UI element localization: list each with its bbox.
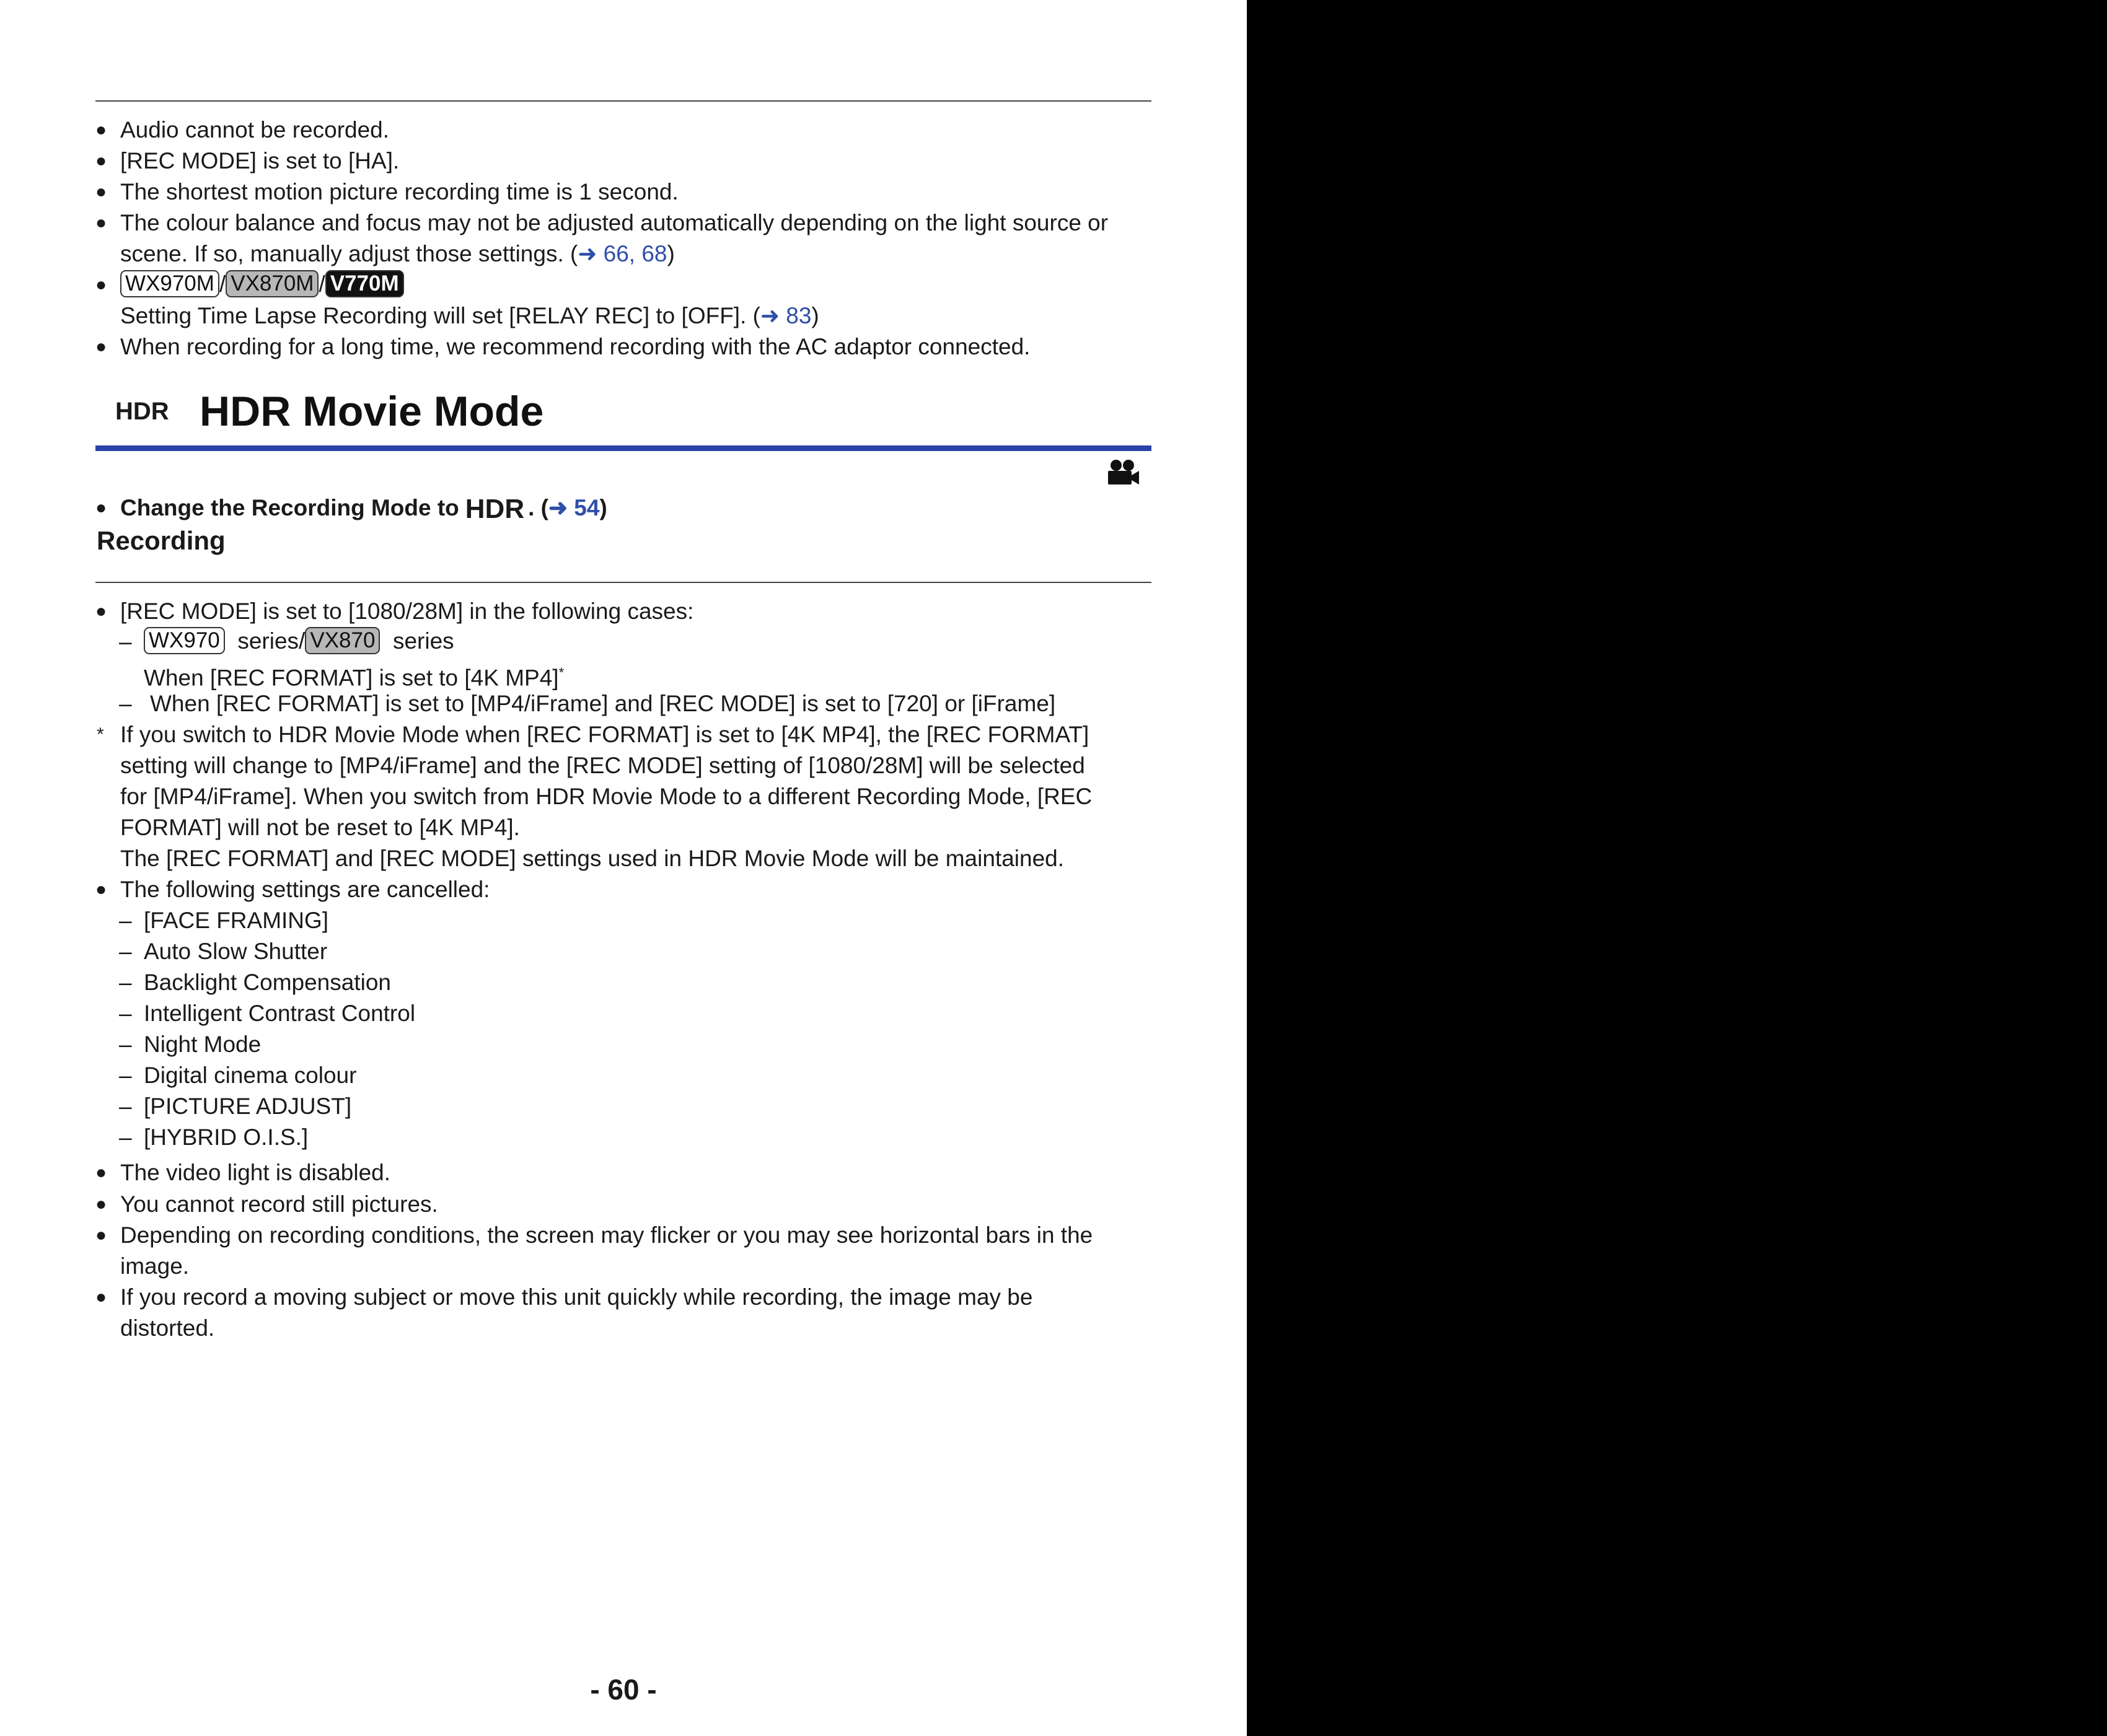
note-rec-mode-intro: [REC MODE] is set to [1080/28M] in the following cases: — [120, 598, 694, 624]
case-4k-mp4: When [REC FORMAT] is set to [4K MP4]* — [144, 665, 565, 691]
cancelled-item: Night Mode — [144, 1032, 262, 1057]
bullet: ● — [95, 879, 107, 900]
footnote-line: If you switch to HDR Movie Mode when [REC FORMAT] is set to [4K MP4], the [REC FORMAT] — [120, 722, 1089, 747]
page-link-66[interactable]: 66 — [603, 241, 629, 266]
dash: – — [119, 1032, 132, 1057]
section-title: HDR Movie Mode — [200, 388, 544, 435]
section-divider — [95, 582, 1151, 583]
page-number: - 60 - — [590, 1673, 657, 1706]
series-line — [144, 626, 454, 657]
bullet: ● — [95, 120, 107, 140]
title-underline — [95, 445, 1151, 451]
hdr-mode-icon: HDR — [465, 494, 525, 524]
cancelled-item: [HYBRID O.I.S.] — [144, 1124, 309, 1150]
model-badge-wx970: WX970 — [144, 627, 225, 654]
note-relay-rec: Setting Time Lapse Recording will set [RELAY REC] to [OFF]. (➜ 83) — [120, 303, 819, 328]
model-badge-vx870: VX870 — [305, 627, 380, 654]
dash: – — [119, 629, 132, 654]
footnote-marker: * — [97, 724, 104, 745]
instruction-line: Change the Recording Mode to HDR . (➜ 54) — [120, 494, 607, 524]
footnote-line: for [MP4/iFrame]. When you switch from HDR Movie Mode to a different Recording Mode, [REC — [120, 784, 1093, 809]
model-badges: WX970M / VX870M / V770M — [120, 269, 404, 300]
bullet: ● — [95, 1287, 107, 1307]
dash: – — [119, 1001, 132, 1026]
note-colour-text: scene. If so, manually adjust those settings. ( — [120, 241, 578, 266]
bullet: ● — [95, 151, 107, 171]
note-cancelled-intro: The following settings are cancelled: — [120, 877, 490, 902]
dash: – — [119, 939, 132, 964]
footnote-line: FORMAT] will not be reset to [4K MP4]. — [120, 815, 520, 840]
note-video-light: The video light is disabled. — [120, 1160, 391, 1185]
note-colour-balance: The colour balance and focus may not be adjusted automatically depending on the light source or — [120, 210, 1109, 235]
note-colour-balance-cont: scene. If so, manually adjust those settings. (➜ 66, 68) — [120, 241, 675, 266]
bullet: ● — [95, 498, 107, 518]
top-divider — [95, 100, 1151, 102]
footnote-line: setting will change to [MP4/iFrame] and the [REC MODE] setting of [1080/28M] will be selected — [120, 753, 1085, 778]
cancelled-item: Auto Slow Shutter — [144, 939, 328, 964]
dash: – — [119, 1063, 132, 1088]
footnote-line: The [REC FORMAT] and [REC MODE] settings used in HDR Movie Mode will be maintained. — [120, 846, 1064, 871]
series-text: series/ — [237, 628, 306, 654]
cancelled-item: [PICTURE ADJUST] — [144, 1094, 352, 1119]
hdr-mode-icon: HDR — [115, 398, 169, 425]
bullet: ● — [95, 1162, 107, 1183]
note-flicker: Depending on recording conditions, the screen may flicker or you may see horizontal bars in the — [120, 1222, 1093, 1248]
instruction-text: Change the Recording Mode to — [120, 495, 459, 520]
dash: – — [119, 1124, 132, 1150]
model-badge-v770m: V770M — [325, 270, 404, 297]
note-rec-mode-ha: [REC MODE] is set to [HA]. — [120, 148, 400, 173]
cancelled-item: Intelligent Contrast Control — [144, 1001, 416, 1026]
bullet: ● — [95, 213, 107, 233]
note-moving-subject: If you record a moving subject or move this unit quickly while recording, the image may be — [120, 1284, 1033, 1310]
bullet: ● — [95, 1225, 107, 1245]
case-mp4-iframe: When [REC FORMAT] is set to [MP4/iFrame] and [REC MODE] is set to [720] or [iFrame] — [150, 691, 1056, 716]
arrow-ref-icon[interactable]: ➜ — [548, 495, 574, 520]
dash: – — [119, 1094, 132, 1119]
page-link-68[interactable]: 68 — [641, 241, 667, 266]
note-moving-subject-cont: distorted. — [120, 1315, 215, 1341]
page-link-54[interactable]: 54 — [574, 495, 600, 520]
series-text: series — [392, 628, 454, 654]
note-flicker-cont: image. — [120, 1253, 190, 1279]
relay-rec-text: Setting Time Lapse Recording will set [RELAY REC] to [OFF]. ( — [120, 303, 760, 328]
note-shortest-time: The shortest motion picture recording time is 1 second. — [120, 179, 679, 204]
cancelled-item: Backlight Compensation — [144, 970, 391, 995]
case-4k-text: When [REC FORMAT] is set to [4K MP4] — [144, 665, 559, 691]
dash: – — [119, 691, 132, 716]
model-badge-wx970m: WX970M — [120, 270, 219, 297]
cancelled-item: Digital cinema colour — [144, 1063, 357, 1088]
bullet: ● — [95, 274, 107, 295]
video-camera-icon — [1104, 458, 1141, 487]
bullet: ● — [95, 182, 107, 202]
bullet: ● — [95, 1194, 107, 1214]
dash: – — [119, 970, 132, 995]
bullet: ● — [95, 601, 107, 621]
cancelled-item: [FACE FRAMING] — [144, 908, 329, 933]
page-link-83[interactable]: 83 — [786, 303, 812, 328]
bullet: ● — [95, 336, 107, 357]
dash: – — [119, 908, 132, 933]
arrow-ref-icon[interactable]: ➜ — [578, 241, 604, 266]
note-audio: Audio cannot be recorded. — [120, 117, 390, 142]
note-ac-adaptor: When recording for a long time, we recommend recording with the AC adaptor connected. — [120, 334, 1031, 359]
arrow-ref-icon[interactable]: ➜ — [760, 303, 786, 328]
note-no-still: You cannot record still pictures. — [120, 1191, 438, 1217]
model-badge-vx870m: VX870M — [226, 270, 319, 297]
recording-heading: Recording — [97, 526, 226, 555]
